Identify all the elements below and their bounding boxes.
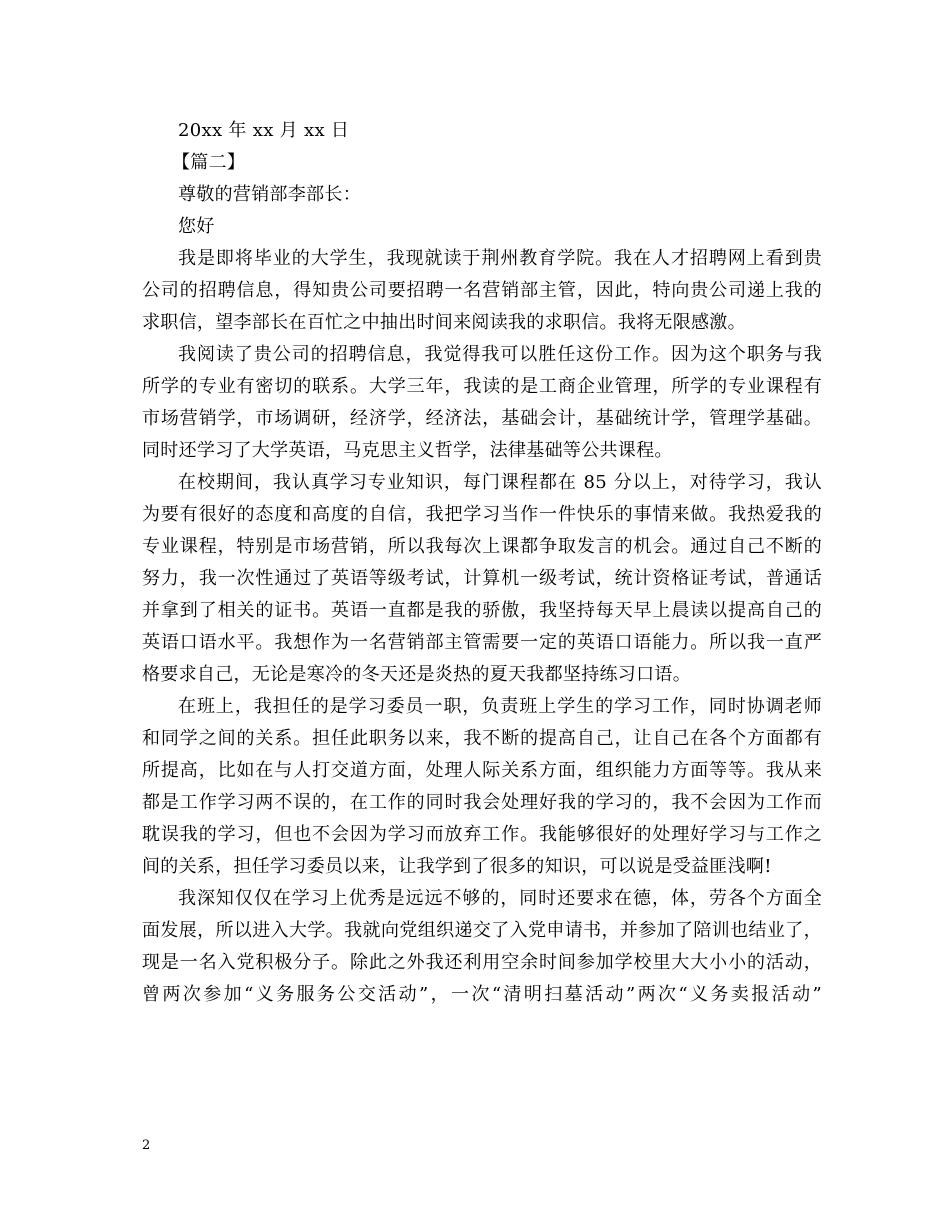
letter-date: 20xx 年 xx 月 xx 日 bbox=[178, 120, 350, 141]
paragraph-1-line-3: 求职信，望李部长在百忙之中抽出时间来阅读我的求职信。我将无限感激。 bbox=[142, 312, 746, 333]
paragraph-3-line-2: 为要有很好的态度和高度的自信，我把学习当作一件快乐的事情来做。我热爱我的 bbox=[142, 504, 822, 525]
paragraph-2-line-3: 市场营销学，市场调研，经济学，经济法，基础会计，基础统计学，管理学基础。 bbox=[142, 408, 822, 429]
paragraph-3-line-6: 英语口语水平。我想作为一名营销部主管需要一定的英语口语能力。所以我一直严 bbox=[142, 632, 822, 653]
paragraph-2-line-2: 所学的专业有密切的联系。大学三年，我读的是工商企业管理，所学的专业课程有 bbox=[142, 376, 822, 397]
paragraph-4-line-6: 间的关系，担任学习委员以来，让我学到了很多的知识，可以说是受益匪浅啊! bbox=[142, 856, 772, 877]
paragraph-1-line-1: 我是即将毕业的大学生，我现就读于荆州教育学院。我在人才招聘网上看到贵 bbox=[178, 248, 822, 269]
paragraph-5-line-1: 我深知仅仅在学习上优秀是远远不够的，同时还要求在德，体，劳各个方面全 bbox=[178, 888, 822, 909]
paragraph-1-line-2: 公司的招聘信息，得知贵公司要招聘一名营销部主管，因此，特向贵公司递上我的 bbox=[142, 280, 822, 301]
paragraph-3-line-3: 专业课程，特别是市场营销，所以我每次上课都争取发言的机会。通过自己不断的 bbox=[142, 536, 822, 557]
paragraph-2-line-4: 同时还学习了大学英语，马克思主义哲学，法律基础等公共课程。 bbox=[142, 440, 673, 461]
paragraph-4-line-1: 在班上，我担任的是学习委员一职，负责班上学生的学习工作，同时协调老师 bbox=[178, 696, 822, 717]
paragraph-4-line-5: 耽误我的学习，但也不会因为学习而放弃工作。我能够很好的处理好学习与工作之 bbox=[142, 824, 822, 845]
section-label: 【篇二】 bbox=[172, 152, 246, 173]
paragraph-5-line-2: 面发展，所以进入大学。我就向党组织递交了入党申请书，并参加了陪训也结业了， bbox=[142, 920, 822, 941]
paragraph-3-line-4: 努力，我一次性通过了英语等级考试，计算机一级考试，统计资格证考试，普通话 bbox=[142, 568, 822, 589]
paragraph-4-line-3: 所提高，比如在与人打交道方面，处理人际关系方面，组织能力方面等等。我从来 bbox=[142, 760, 822, 781]
paragraph-3-line-7: 格要求自己，无论是寒冷的冬天还是炎热的夏天我都坚持练习口语。 bbox=[142, 664, 691, 685]
paragraph-3-line-1: 在校期间，我认真学习专业知识，每门课程都在 85 分以上，对待学习，我认 bbox=[178, 472, 822, 493]
letter-body bbox=[142, 115, 822, 1011]
paragraph-5-line-4: 曾两次参加“义务服务公交活动”，一次“清明扫墓活动”两次“义务卖报活动” bbox=[142, 984, 822, 1005]
paragraph-4-line-2: 和同学之间的关系。担任此职务以来，我不断的提高自己，让自己在各个方面都有 bbox=[142, 728, 822, 749]
salutation: 尊敬的营销部李部长： bbox=[178, 184, 361, 205]
paragraph-5-line-3: 现是一名入党积极分子。除此之外我还利用空余时间参加学校里大大小小的活动， bbox=[142, 952, 822, 973]
greeting: 您好 bbox=[178, 216, 215, 237]
page-number: 2 bbox=[142, 1138, 151, 1153]
paragraph-4-line-4: 都是工作学习两不误的，在工作的同时我会处理好我的学习的，我不会因为工作而 bbox=[142, 792, 822, 813]
paragraph-2-line-1: 我阅读了贵公司的招聘信息，我觉得我可以胜任这份工作。因为这个职务与我 bbox=[178, 344, 822, 365]
paragraph-3-line-5: 并拿到了相关的证书。英语一直都是我的骄傲，我坚持每天早上晨读以提高自己的 bbox=[142, 600, 822, 621]
